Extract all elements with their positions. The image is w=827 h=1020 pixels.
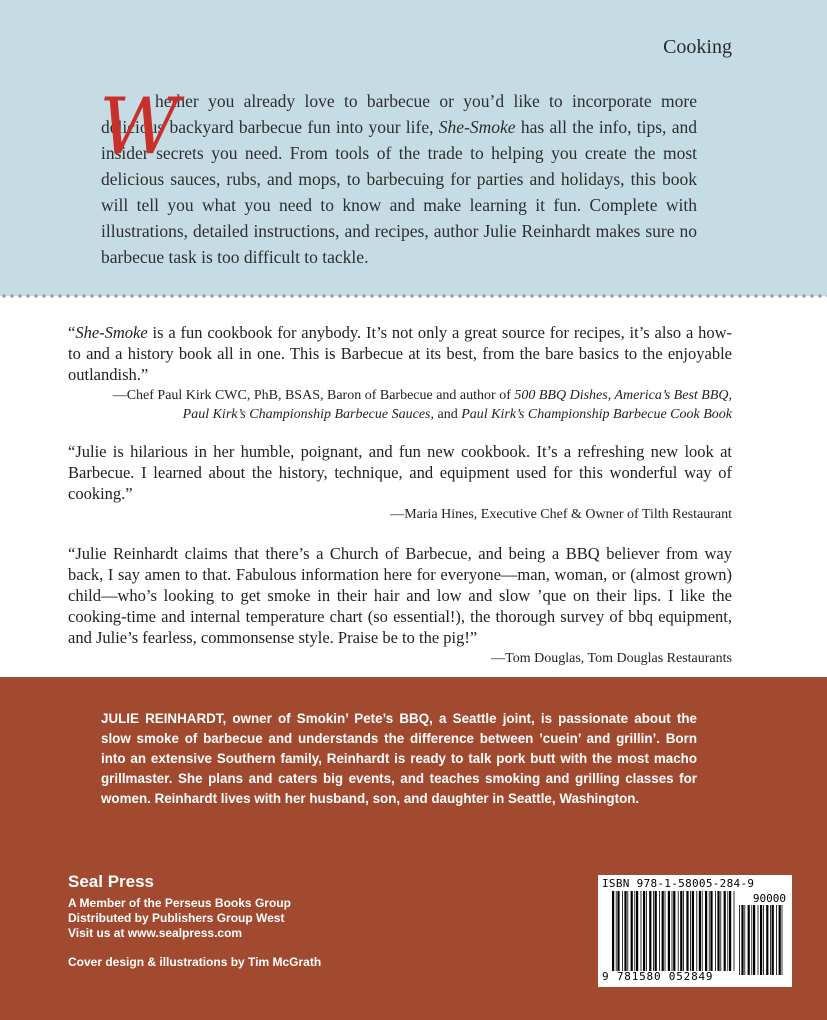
barcode-bar <box>751 905 752 975</box>
barcode-bar <box>631 891 633 971</box>
dotted-divider <box>0 292 827 300</box>
author-bio-text: , owner of Smokin’ Pete’s BBQ, a Seattle joint, is passionate about the slow smoke of barbecue and understands the difference between ’cuein’ and grillin’. Born into an extensive Southern family, Reinhardt is ready to talk pork butt with the most macho grillmaster. She plans and caters big events, and teaches smoking and grilling classes for women. Reinhardt lives with her husband, son, and daughter in Seattle, Washington. <box>101 711 697 806</box>
barcode-bar <box>659 891 660 971</box>
barcode-bar <box>734 891 735 971</box>
barcode-bar <box>729 891 731 971</box>
barcode-bar <box>744 905 745 975</box>
barcode-bar <box>717 891 719 971</box>
intro-book-title: She-Smoke <box>438 117 516 137</box>
intro-text-post: has all the info, tips, and insider secrets you need. From tools of the trade to helping you create the most delicious sauces, rubs, and mops, to barbecuing for parties and holidays, this book will tell you what you need to know and make learning it fun. Complete with illustrations, detailed instructions, and recipes, author Julie Reinhardt makes sure no barbecue task is too difficult to tackle. <box>101 117 697 267</box>
barcode-bar <box>616 891 617 971</box>
ean-digits: 9 781580 052849 <box>602 970 714 983</box>
barcode-addon-bars <box>739 905 787 975</box>
quote-1-body <box>68 322 732 385</box>
barcode-bar <box>709 891 710 971</box>
barcode-bar <box>782 905 783 975</box>
barcode-bar <box>758 905 759 975</box>
barcode-bar <box>727 891 728 971</box>
barcode-bar <box>724 891 726 971</box>
barcode-bar <box>763 905 764 975</box>
barcode-bar <box>673 891 675 971</box>
barcode-bar <box>617 891 619 971</box>
quote-1-attr-book-1: 500 BBQ Dishes, America’s Best BBQ, <box>514 388 732 403</box>
barcode-bar <box>770 905 771 975</box>
barcode-bar <box>655 891 657 971</box>
barcode-bar <box>710 891 712 971</box>
category-label: Cooking <box>663 36 732 58</box>
quote-1-attr-book-3: Paul Kirk’s Championship Barbecue Cook Book <box>461 407 732 422</box>
publisher-website: Visit us at www.sealpress.com <box>68 926 243 940</box>
barcode-bar <box>766 905 768 975</box>
barcode-bar <box>690 891 691 971</box>
barcode-bar <box>772 905 774 975</box>
isbn-label: ISBN 978-1-58005-284-9 <box>602 877 755 890</box>
barcode-bar <box>653 891 654 971</box>
quote-1-attr-book-2: Paul Kirk’s Championship Barbecue Sauces, <box>182 407 434 422</box>
barcode-bar <box>643 891 645 971</box>
barcode-bar <box>696 891 697 971</box>
barcode-bar <box>665 891 666 971</box>
publisher-name: Seal Press <box>68 872 155 891</box>
publisher-line-1: A Member of the Perseus Books Group <box>68 896 291 910</box>
quote-1-attribution <box>68 386 732 424</box>
barcode-bar <box>699 891 701 971</box>
barcode-bar <box>739 905 740 975</box>
quote-2 <box>68 441 732 524</box>
barcode-bar <box>680 891 682 971</box>
barcode-bar <box>705 891 707 971</box>
quote-1-attr-text: —Chef Paul Kirk CWC, PhB, BSAS, Baron of Barbecue and author of <box>112 388 515 403</box>
quote-1-open-mark: “ <box>68 323 76 342</box>
barcode-bar <box>668 891 670 971</box>
intro-blurb <box>99 82 697 270</box>
cover-credits: Cover design & illustrations by Tim McGrath <box>68 955 322 969</box>
barcode-bar <box>702 891 703 971</box>
quote-3-body: “Julie Reinhardt claims that there’s a Church of Barbecue, and being a BBQ believer from way back, I say amen to that. Fabulous information here for everyone—man, woman, or (almost grown) child—who’s looking to get smoke in their hair and low and slow ’que on their lips. I like the cooking-time and internal temperature chart (so essential!), the thorough survey of bbq equipment, and Julie’s fearless, commonsense style. Praise be to the pig!” <box>68 544 732 647</box>
author-name: JULIE REINHARDT <box>101 711 223 726</box>
barcode-bar <box>641 891 642 971</box>
publisher-block <box>68 872 291 941</box>
author-bio <box>101 709 697 809</box>
quote-1-attr-and: and <box>434 407 462 422</box>
barcode-bar <box>636 891 638 971</box>
barcode-bar <box>672 891 673 971</box>
barcode-bar <box>748 905 750 975</box>
price-addon-label: 90000 <box>752 892 786 905</box>
barcode <box>598 875 792 987</box>
barcode-bar <box>634 891 635 971</box>
barcode-bar <box>627 891 628 971</box>
quote-3-attribution: —Tom Douglas, Tom Douglas Restaurants <box>491 651 732 666</box>
barcode-bar <box>753 905 755 975</box>
publisher-line-2: Distributed by Publishers Group West <box>68 911 285 925</box>
barcode-bar <box>622 891 623 971</box>
barcode-bar <box>646 891 647 971</box>
quote-2-attribution: —Maria Hines, Executive Chef & Owner of Tilth Restaurant <box>390 507 732 522</box>
barcode-bar <box>624 891 626 971</box>
quote-1-book-title: She-Smoke <box>75 323 148 342</box>
quote-3 <box>68 543 732 668</box>
barcode-bar <box>692 891 694 971</box>
barcode-bar <box>686 891 688 971</box>
barcode-bar <box>779 905 781 975</box>
barcode-bar <box>715 891 716 971</box>
barcode-bar <box>720 891 721 971</box>
quote-1-text: is a fun cookbook for anybody. It’s not only a great source for recipes, it’s also a how-to and a history book all in one. This is Barbecue at its best, from the bare basics to the enjoyable outlandish.” <box>68 323 732 384</box>
quote-1 <box>68 322 732 424</box>
barcode-bar <box>760 905 762 975</box>
barcode-main-bars <box>612 891 736 971</box>
intro-text <box>99 82 697 270</box>
dropcap: W <box>99 82 180 172</box>
barcode-bar <box>678 891 679 971</box>
barcode-bar <box>683 891 684 971</box>
barcode-bar <box>612 891 614 971</box>
barcode-bar <box>649 891 651 971</box>
barcode-bar <box>776 905 777 975</box>
quote-2-body: “Julie is hilarious in her humble, poignant, and fun new cookbook. It’s a refreshing new look at Barbecue. I learned about the history, technique, and equipment used for this wonderful way of cooking.” <box>68 442 732 503</box>
intro-text-pre: hether you already love to barbecue or you’d like to incorporate more delicious backyard barbecue fun into your life, <box>101 91 697 137</box>
barcode-bar <box>741 905 743 975</box>
barcode-bar <box>662 891 664 971</box>
